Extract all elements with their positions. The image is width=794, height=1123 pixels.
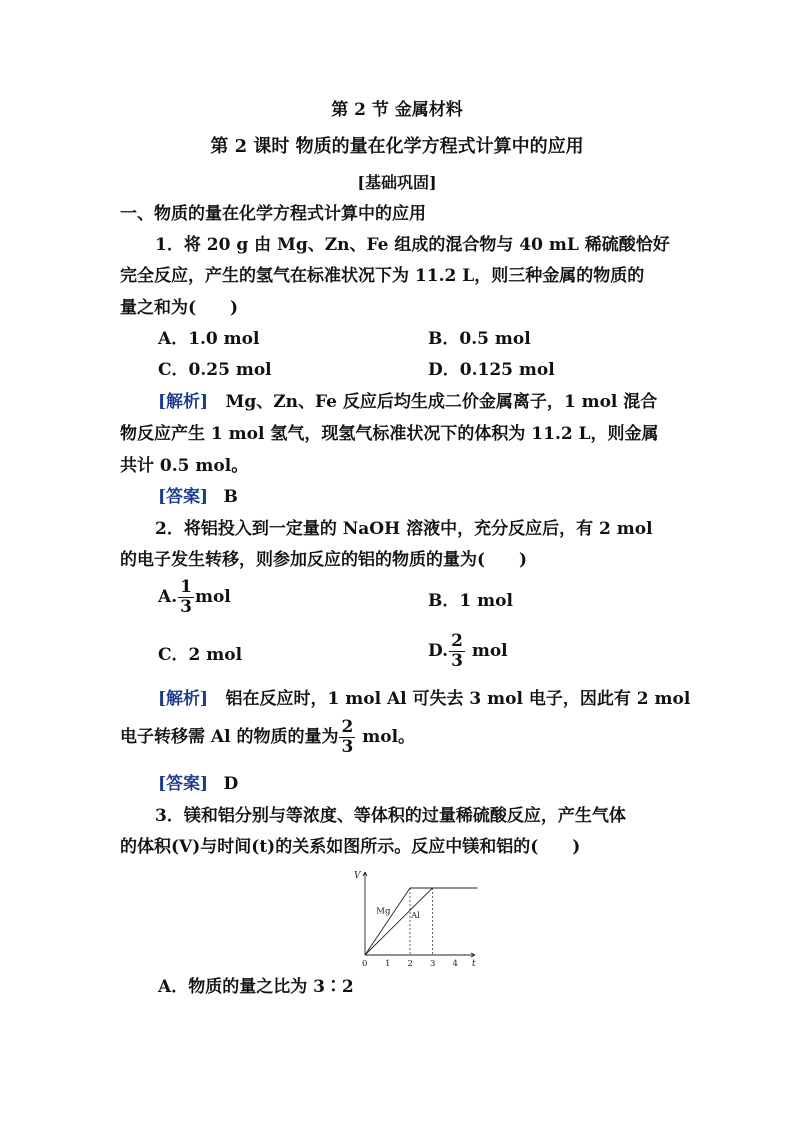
q1-analysis-line3: 共计 0.5 mol。: [120, 456, 249, 476]
section-heading: 一、物质的量在化学方程式计算中的应用: [120, 204, 426, 224]
q2-option-d-prefix: D.: [428, 641, 449, 661]
q2-analysis-text2-post: mol。: [356, 727, 416, 747]
q2-option-a-denominator: 3: [180, 597, 192, 617]
q1-analysis-text1: Mg、Zn、Fe 反应后均生成二价金属离子，1 mol 混合: [225, 392, 658, 412]
q2-option-d-fraction: [449, 632, 465, 671]
series-line-al: [365, 888, 478, 955]
q2-option-a: [158, 578, 231, 617]
chart-labels: [354, 871, 476, 968]
q2-analysis-text1: 铝在反应时，1 mol Al 可失去 3 mol 电子，因此有 2 mol: [225, 689, 691, 709]
q2-option-a-unit: mol: [194, 587, 231, 607]
q2-option-d-unit: mol: [465, 641, 508, 661]
q2-analysis-fraction: [339, 718, 355, 757]
q1-answer: B: [223, 487, 238, 507]
q2-option-d-numerator: 2: [451, 631, 463, 651]
q1-analysis-line1: [158, 391, 657, 413]
lesson-title: 第 2 课时 物质的量在化学方程式计算中的应用: [210, 136, 584, 157]
q2-option-d-denominator: 3: [451, 651, 463, 671]
q1-line3: 量之和为( ): [120, 298, 239, 318]
q2-option-a-fraction: [178, 578, 194, 617]
x-axis-label: t: [472, 959, 476, 968]
q3-line2: 的体积(V)与时间(t)的关系如图所示。反应中镁和铝的( ): [120, 837, 581, 857]
q2-option-a-numerator: 1: [180, 577, 192, 597]
q2-analysis-line1: [158, 688, 690, 710]
q3-option-a: A．物质的量之比为 3∶2: [158, 977, 354, 997]
x-tick-label: 1: [385, 959, 391, 968]
series-label-al: Al: [411, 911, 420, 922]
section-tag: [基础巩固]: [357, 173, 437, 192]
chapter-title: 第 2 节 金属材料: [331, 100, 463, 120]
q2-option-b: B．1 mol: [428, 591, 513, 611]
q2-analysis-denominator: 3: [341, 737, 354, 757]
q2-answer-line: [158, 773, 238, 795]
q2-answer: D: [223, 774, 239, 794]
q2-analysis-tag: [解析]: [158, 689, 209, 709]
q1-option-a: A．1.0 mol: [158, 329, 260, 349]
q2-line1: 2．将铝投入到一定量的 NaOH 溶液中，充分反应后，有 2 mol: [155, 519, 653, 539]
q2-option-c: C．2 mol: [158, 645, 243, 665]
q1-answer-line: [158, 486, 238, 508]
x-tick-label: 4: [452, 959, 458, 968]
q2-option-a-prefix: A.: [158, 587, 178, 607]
series-label-mg: Mg: [376, 906, 391, 917]
q1-option-c: C．0.25 mol: [158, 360, 272, 380]
volume-time-chart: [345, 866, 485, 968]
q3-line1: 3．镁和铝分别与等浓度、等体积的过量稀硫酸反应，产生气体: [155, 806, 626, 826]
y-axis-label: V: [354, 871, 361, 881]
origin-label: 0: [362, 959, 368, 968]
q2-option-d: [428, 632, 508, 671]
q1-line1: 1．将 20 g 由 Mg、Zn、Fe 组成的混合物与 40 mL 稀硫酸恰好: [155, 235, 670, 255]
q1-analysis-tag: [解析]: [158, 392, 209, 412]
q1-analysis-line2: 物反应产生 1 mol 氢气，现氢气标准状况下的体积为 11.2 L，则金属: [120, 424, 659, 444]
q1-option-b: B．0.5 mol: [428, 329, 531, 349]
q2-line2: 的电子发生转移，则参加反应的铝的物质的量为( ): [120, 550, 528, 570]
q2-analysis-line2: [120, 718, 415, 757]
q1-line2: 完全反应，产生的氢气在标准状况下为 11.2 L，则三种金属的物质的: [120, 266, 645, 286]
x-tick-label: 2: [407, 959, 413, 968]
q2-analysis-numerator: 2: [341, 717, 354, 737]
q2-answer-tag: [答案]: [158, 774, 209, 794]
series-line-mg: [365, 888, 478, 955]
q1-option-d: D．0.125 mol: [428, 360, 555, 380]
q1-answer-tag: [答案]: [158, 487, 209, 507]
x-tick-label: 3: [430, 959, 436, 968]
q2-analysis-text2-pre: 电子转移需 Al 的物质的量为: [120, 727, 339, 747]
chart-series: [365, 888, 478, 955]
